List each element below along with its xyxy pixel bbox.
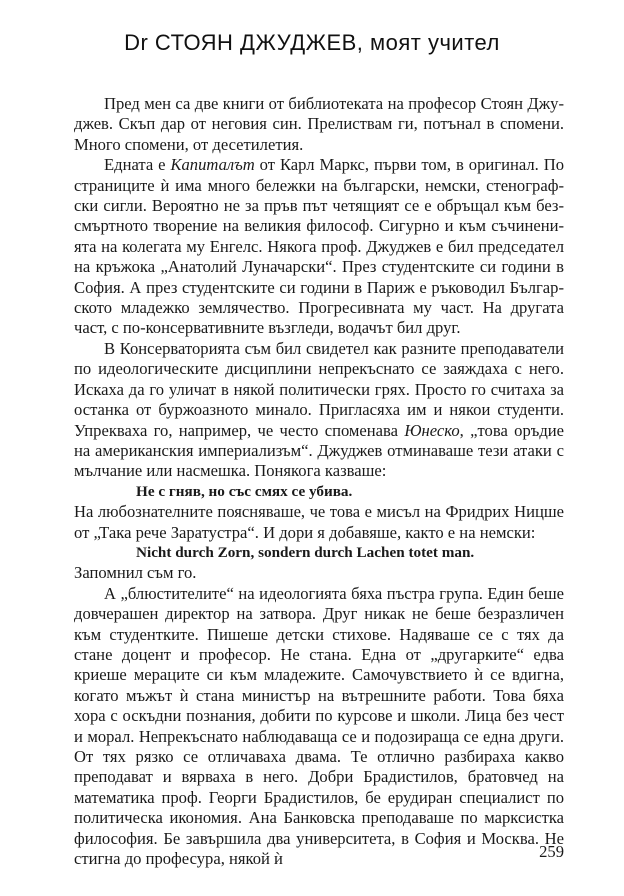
quote-german: Nicht durch Zorn, sondern durch Lachen totet man. [136,543,475,561]
page-body [74,94,564,869]
paragraph: На любознателните поясняваше, че това е мисъл на Фридрих Ницше от „Така рече Заратустра“. И дори я добавяше, както е на немски: [74,502,564,542]
book-title-italic: Капиталът [170,155,255,175]
paragraph: А „блюстителите“ на идеологията бяха пъстра група. Един беше довчерашен директор на затвора. Друг никак не беше безразличен към студентките. Пишеше детски стихове. Надяваше се с тях да стане доцент и професор. Не стана. Една от „другарките“ едва криеше мераците си към младежите. Самочувствието ѝ се вдигна, когато мъжът ѝ стана министър на вътрешните работи. Това бяха хора с оскъдни познания, добити по курсове и школи. Лица без чест и морал. Непрекъснато наблюдаваща се и подозираща се една други. От тях рязко се отличаваха двама. Те отлично разбираха какво преподават и вярваха в него. Добри Брадистилов, братовчед на математика проф. Георги Брадистилов, бе ерудиран специалист по политическа икономия. Ана Банковска преподаваше по марксистка философия. Бе завършила два университета, в София и Москва. Не стигна до професура, някой ѝ [74,583,564,869]
paragraph-text: В Консерваторията съм бил свидетел как разните преподаватели по идеологическите дисциплини непрекъснато се заяждаха с него. Искаха да го уличат в някой политически грях. Просто го считаха за останка от буржоазното минало. Пригласяха им и някои студенти. Упрекваха го, например, че често споменава [74,338,564,440]
paragraph-text: , „това оръдие на американския империализъм“. Джуджев отминаваше тези атаки с мълчание или насмешка. Понякога казваше: [74,420,565,481]
quote-bulgarian: Не с гняв, но със смях се убива. [136,482,353,500]
organization-italic: Юнеско [404,420,460,440]
chapter-title: Dr СТОЯН ДЖУДЖЕВ, моят учител [124,30,500,55]
page-number: 259 [539,842,564,861]
paragraph [74,339,564,482]
paragraph [74,155,564,339]
paragraph: Пред мен са две книги от библиотеката на професор Стоян Джуджев. Скъп дар от неговия син. Прелиствам ги, потънал в спомени. Много спомени, от десетилетия. [74,94,564,154]
paragraph-text: от Карл Маркс, първи том, в оригинал. По страниците ѝ има много бележки на български, немски, стенографски сигли. Вероятно не за пръв път четящият се е обръщал към безсмъртното творение на великия философ. Сигурно и към съчиненията на колегата му Енгелс. Някога проф. Джуджев е бил председател на кръжока „Анатолий Луначарски“. През студентските си години в София. А през студентските си години в Париж е ръководил Българското младежко землячество. Прогресивната му част. На другата част, с по-консервативните възгледи, водачът бил друг. [74,155,564,338]
paragraph-text: Едната е [104,155,171,175]
paragraph: Запомнил съм го. [74,563,197,583]
